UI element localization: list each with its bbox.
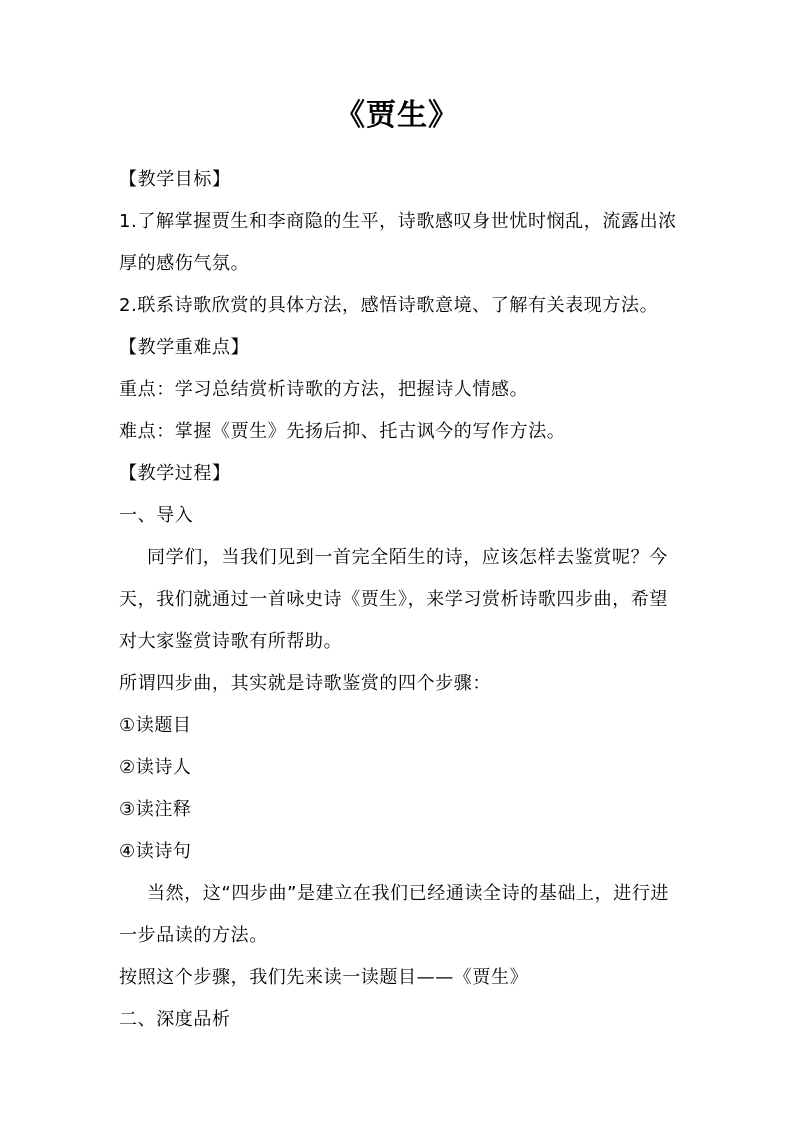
paragraph-line: 同学们，当我们见到一首完全陌生的诗，应该怎样去鉴赏呢？今 [147,547,668,568]
paragraph-line: 当然，这“四步曲”是建立在我们已经通读全诗的基础上，进行进 [147,883,670,904]
paragraph-line: 一步品读的方法。 [119,925,268,946]
document-title: 《贾生》 [335,98,459,133]
section-heading-key-points: 【教学重难点】 [119,337,250,358]
list-item: ②读诗人 [119,757,192,778]
subsection-deep-analysis: 二、深度品析 [119,1009,231,1030]
objective-1-line-2: 厚的感伤气氛。 [119,253,250,274]
list-item: ③读注释 [119,799,192,820]
list-item: ④读诗句 [119,841,192,862]
section-heading-process: 【教学过程】 [119,463,231,484]
paragraph-line: 天，我们就通过一首咏史诗《贾生》，来学习赏析诗歌四步曲，希望 [119,589,668,610]
objective-2: 2.联系诗歌欣赏的具体方法，感悟诗歌意境、了解有关表现方法。 [119,295,659,316]
paragraph-line: 所谓四步曲，其实就是诗歌鉴赏的四个步骤： [119,673,491,694]
paragraph-line: 按照这个步骤，我们先来读一读题目——《贾生》 [119,967,529,988]
difficult-point: 难点：掌握《贾生》先扬后抑、托古讽今的写作方法。 [119,421,566,442]
section-heading-objectives: 【教学目标】 [119,169,231,190]
list-item: ①读题目 [119,715,192,736]
objective-1-line-1: 1.了解掌握贾生和李商隐的生平，诗歌感叹身世忧时悯乱，流露出浓 [119,211,677,232]
key-point: 重点：学习总结赏析诗歌的方法，把握诗人情感。 [119,379,529,400]
paragraph-line: 对大家鉴赏诗歌有所帮助。 [119,631,343,652]
subsection-introduction: 一、导入 [119,505,194,526]
